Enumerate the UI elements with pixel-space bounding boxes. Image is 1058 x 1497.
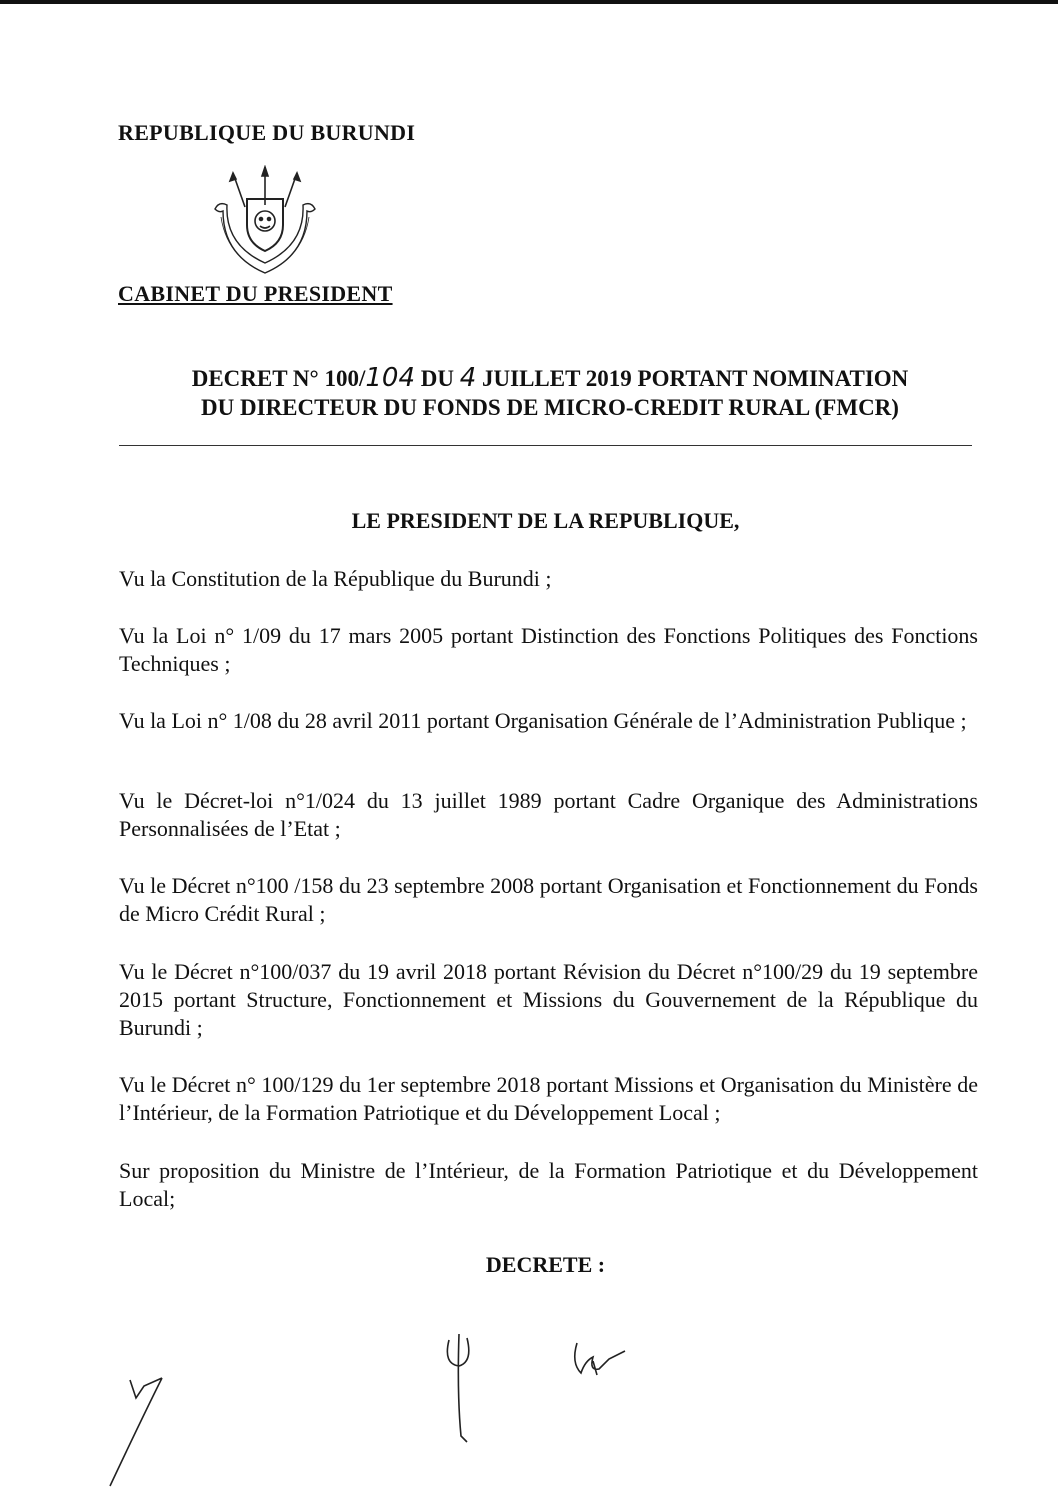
decree-title-part3: JUILLET 2019 PORTANT NOMINATION bbox=[476, 366, 909, 391]
decree-title bbox=[100, 364, 1000, 422]
decree-title-line-2: DU DIRECTEUR DU FONDS DE MICRO-CREDIT RURAL (FMCR) bbox=[201, 395, 899, 420]
preamble-paragraph: Vu le Décret-loi n°1/024 du 13 juillet 1989 portant Cadre Organique des Administrations Personnalisées de l’Etat ; bbox=[119, 788, 978, 841]
initials-signature-right bbox=[565, 1335, 635, 1385]
scan-top-edge bbox=[0, 0, 1058, 4]
decree-number-handwritten: 104 bbox=[365, 363, 415, 393]
decree-title-line-1 bbox=[100, 364, 1000, 393]
preamble-paragraph: Vu la Loi n° 1/08 du 28 avril 2011 portant Organisation Générale de l’Administration Publique ; bbox=[119, 708, 967, 733]
decree-day-handwritten: 4 bbox=[459, 363, 477, 393]
decree-title-part2: DU bbox=[415, 366, 460, 391]
coat-of-arms-icon bbox=[205, 165, 325, 277]
preamble-paragraph: Vu le Décret n°100 /158 du 23 septembre 2008 portant Organisation et Fonctionnement du Fonds de Micro Crédit Rural ; bbox=[119, 873, 978, 926]
decrete-heading: DECRETE : bbox=[485, 1252, 606, 1277]
initials-signature-center bbox=[435, 1330, 485, 1450]
preamble-paragraph: Vu la Constitution de la République du Burundi ; bbox=[119, 566, 552, 591]
preamble-paragraph: Vu le Décret n° 100/129 du 1er septembre 2018 portant Missions et Organisation du Ministère de l’Intérieur, de la Formation Patriotique et du Développement Local ; bbox=[119, 1072, 978, 1125]
preamble-paragraph: Sur proposition du Ministre de l’Intérieur, de la Formation Patriotique et du Développement Local; bbox=[119, 1158, 978, 1211]
preamble-paragraph: Vu le Décret n°100/037 du 19 avril 2018 portant Révision du Décret n°100/29 du 19 septembre 2015 portant Structure, Fonctionnement et Missions du Gouvernement de la République du Burundi ; bbox=[119, 959, 978, 1040]
initials-signature-left bbox=[100, 1360, 190, 1490]
burundi-coat-of-arms-emblem bbox=[205, 165, 325, 277]
republic-heading: REPUBLIQUE DU BURUNDI bbox=[118, 120, 416, 145]
title-divider bbox=[119, 445, 972, 446]
cabinet-heading: CABINET DU PRESIDENT bbox=[118, 281, 393, 306]
decree-title-part1: DECRET N° 100/ bbox=[191, 366, 366, 391]
preamble-paragraph: Vu la Loi n° 1/09 du 17 mars 2005 portant Distinction des Fonctions Politiques des Fonctions Techniques ; bbox=[119, 623, 978, 676]
president-heading: LE PRESIDENT DE LA REPUBLIQUE, bbox=[351, 508, 740, 533]
